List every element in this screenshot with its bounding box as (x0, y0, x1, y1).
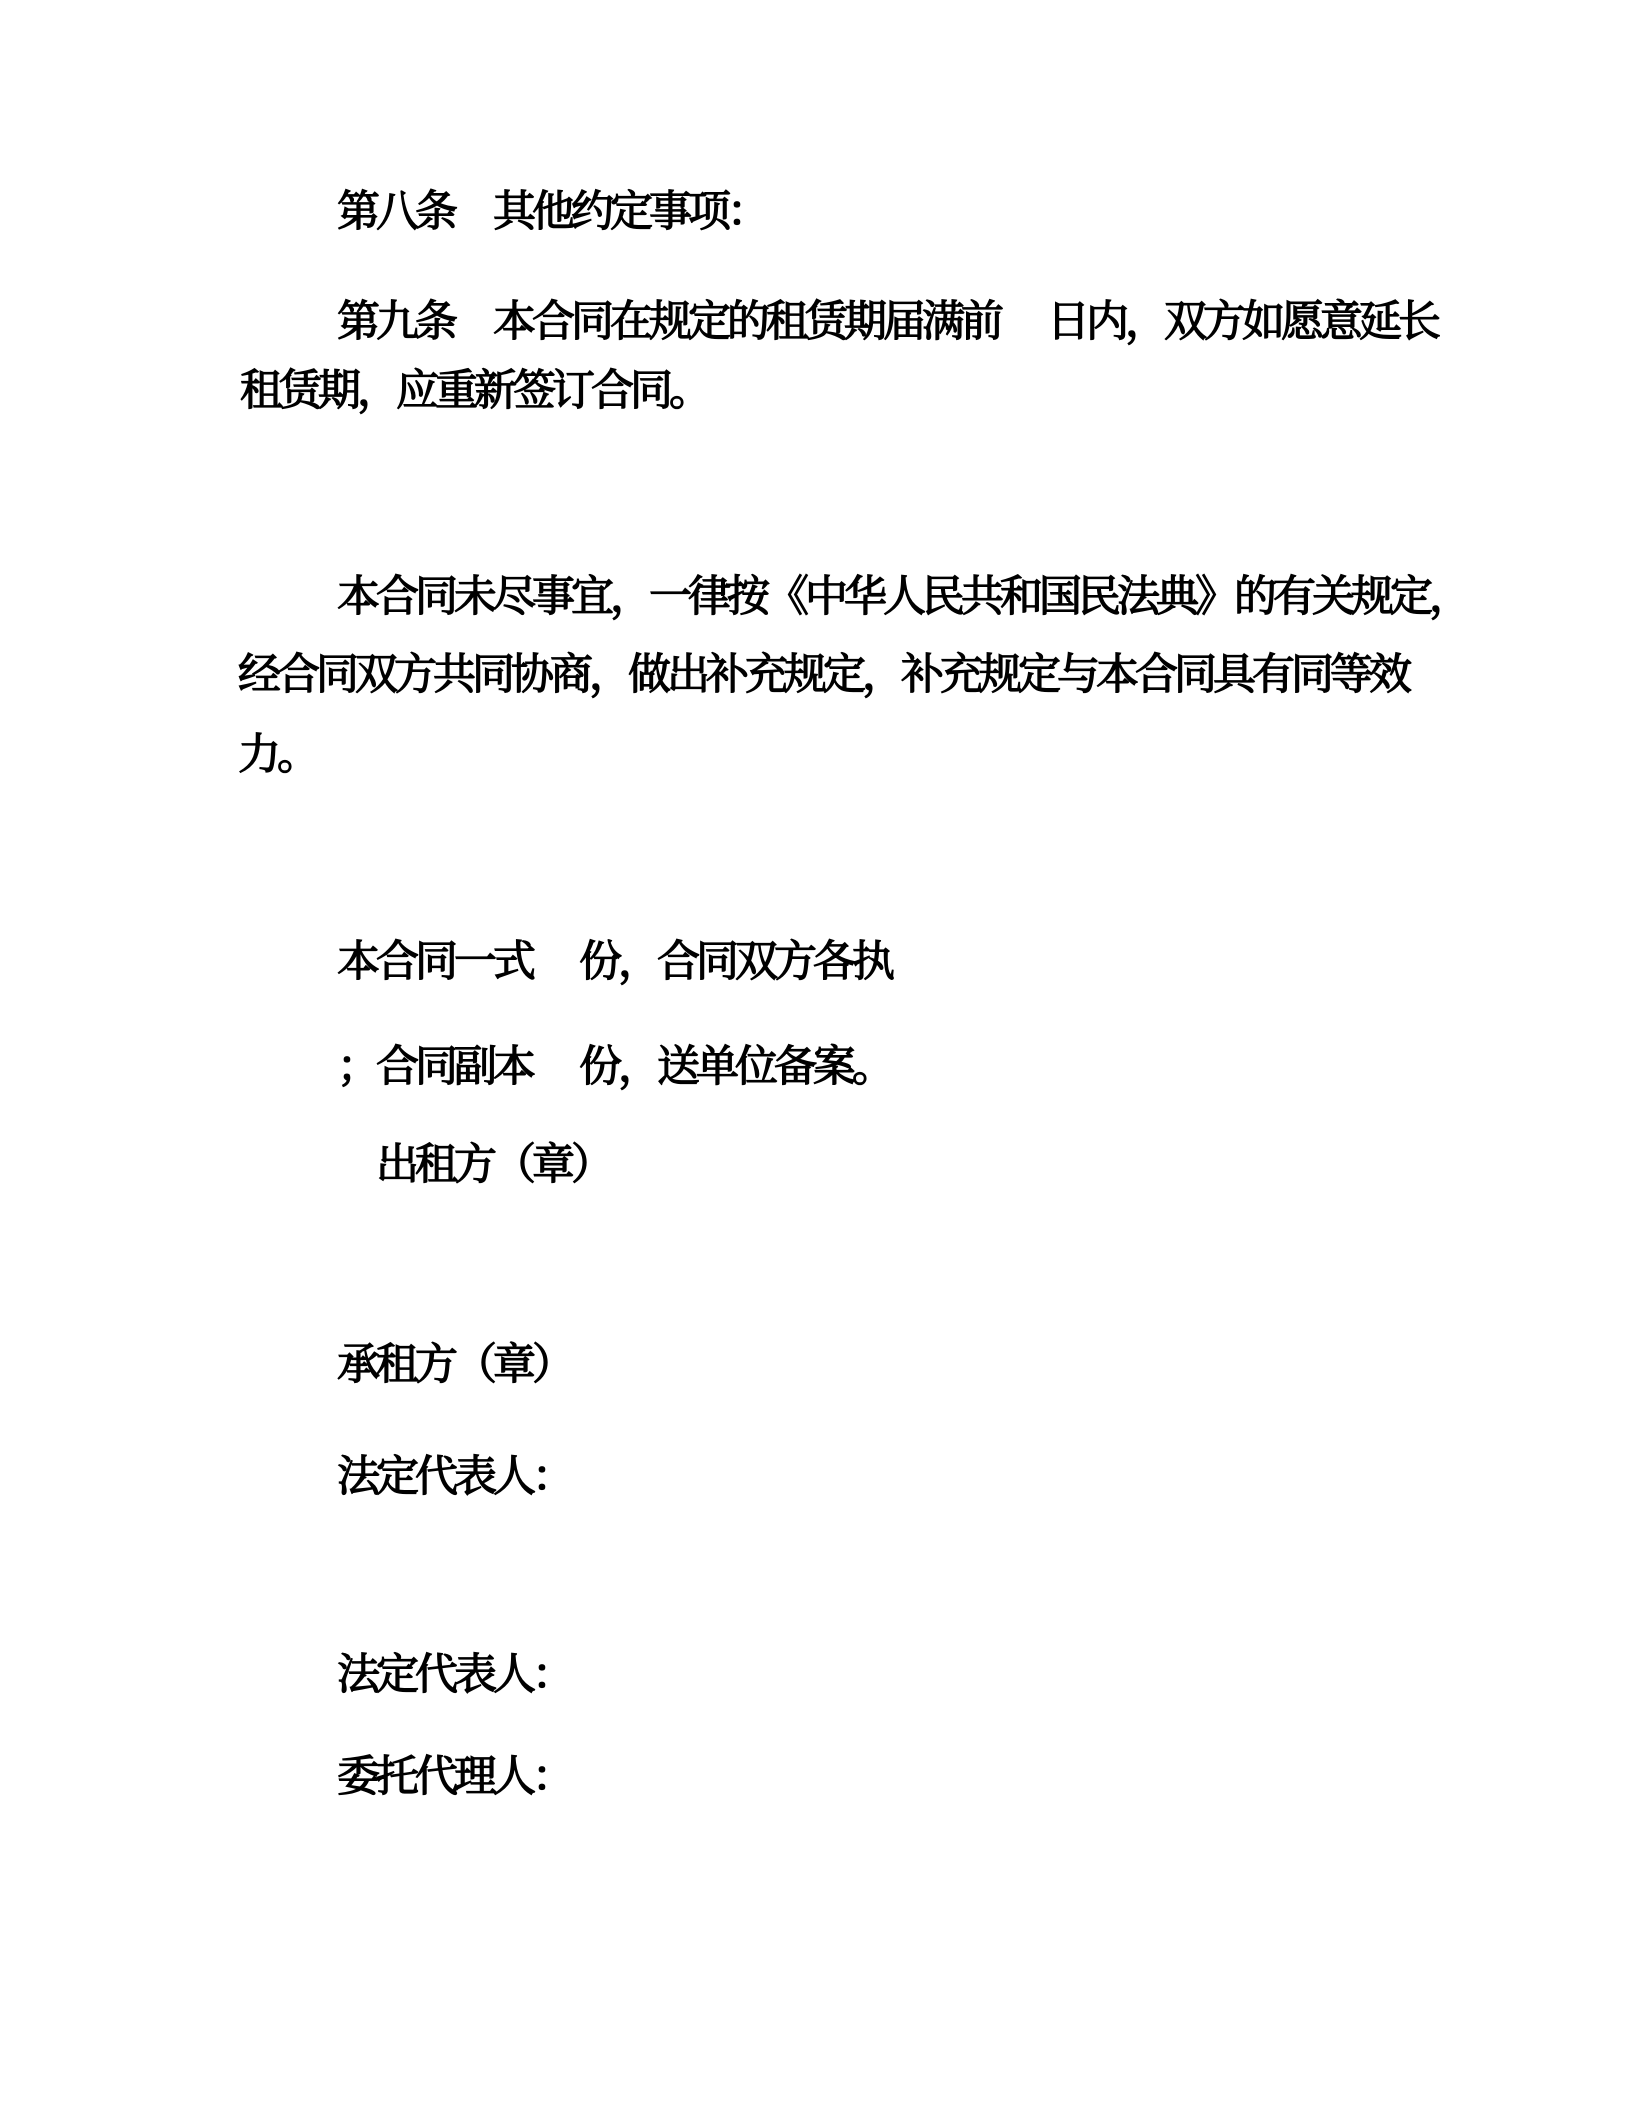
legal-representative-label-1: 法定代表人： (337, 1453, 571, 1501)
lessor-seal-label: 出租方（章） (376, 1141, 610, 1189)
entrusted-agent-label: 委托代理人： (337, 1753, 571, 1801)
supplement-paragraph-line-3: 力。 (238, 731, 316, 779)
clause-9-line-1: 第九条 本合同在规定的租赁期届满前 日内，双方如愿意延长 (337, 298, 1437, 346)
lessee-seal-label: 承租方（章） (337, 1341, 571, 1389)
clause-8-heading: 第八条 其他约定事项： (337, 188, 766, 236)
legal-representative-label-2: 法定代表人： (337, 1651, 571, 1699)
supplement-paragraph-line-1: 本合同未尽事宜，一律按《中华人民共和国民法典》的有关规定， (337, 573, 1468, 621)
clause-9-line-2: 租赁期，应重新签订合同。 (240, 367, 708, 415)
copies-count-line-2: ；合同副本 份，送单位备案。 (337, 1043, 891, 1091)
supplement-paragraph-line-2: 经合同双方共同协商，做出补充规定，补充规定与本合同具有同等效 (238, 651, 1408, 699)
copies-count-line-1: 本合同一式 份，合同双方各执 (337, 938, 891, 986)
